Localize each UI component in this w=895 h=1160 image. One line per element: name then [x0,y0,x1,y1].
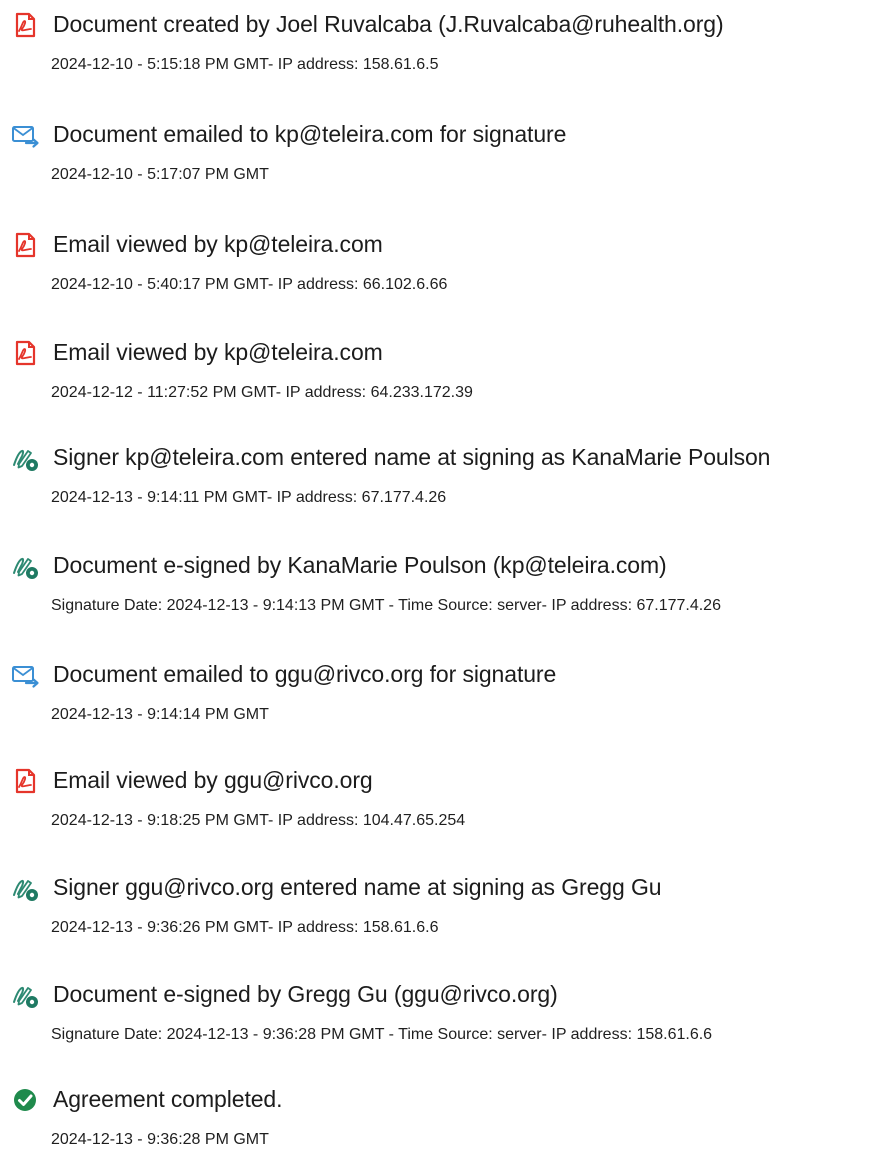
event-detail: 2024-12-13 - 9:36:28 PM GMT [51,1131,269,1148]
signature-pen-icon [10,980,40,1010]
audit-event-emailed [0,655,895,735]
audit-event-email-viewed [0,225,895,305]
email-sent-icon [10,660,40,690]
pdf-document-icon [10,230,40,260]
event-title: Agreement completed. [53,1086,283,1112]
signature-pen-icon [10,551,40,581]
signature-pen-icon [10,873,40,903]
audit-event-document-created [0,5,895,85]
check-circle-icon [10,1085,40,1115]
audit-event-e-signed [0,546,895,626]
audit-event-signer-name [0,438,895,518]
audit-event-e-signed [0,975,895,1055]
audit-event-email-viewed [0,333,895,413]
event-title: Document created by Joel Ruvalcaba (J.Ruvalcaba@ruhealth.org) [53,11,724,37]
event-title: Document emailed to ggu@rivco.org for signature [53,661,557,687]
event-title: Email viewed by kp@teleira.com [53,231,383,257]
pdf-document-icon [10,338,40,368]
event-detail: 2024-12-13 - 9:14:11 PM GMT- IP address: 67.177.4.26 [51,489,447,506]
event-detail: 2024-12-13 - 9:36:26 PM GMT- IP address: 158.61.6.6 [51,919,439,936]
event-detail: 2024-12-10 - 5:40:17 PM GMT- IP address: 66.102.6.66 [51,276,448,293]
email-sent-icon [10,120,40,150]
event-title: Document e-signed by Gregg Gu (ggu@rivco.org) [53,981,558,1007]
event-detail: 2024-12-12 - 11:27:52 PM GMT- IP address: 64.233.172.39 [51,384,473,401]
audit-event-emailed [0,115,895,195]
event-title: Signer ggu@rivco.org entered name at signing as Gregg Gu [53,874,662,900]
event-detail: Signature Date: 2024-12-13 - 9:14:13 PM GMT - Time Source: server- IP address: 67.177.4.26 [51,597,721,614]
event-detail: 2024-12-13 - 9:18:25 PM GMT- IP address: 104.47.65.254 [51,812,466,829]
event-title: Email viewed by kp@teleira.com [53,339,383,365]
pdf-document-icon [10,10,40,40]
audit-event-agreement-completed [0,1080,895,1160]
event-title: Signer kp@teleira.com entered name at signing as KanaMarie Poulson [53,444,771,470]
audit-event-signer-name [0,868,895,948]
event-detail: Signature Date: 2024-12-13 - 9:36:28 PM GMT - Time Source: server- IP address: 158.61.6.6 [51,1026,713,1043]
signature-pen-icon [10,443,40,473]
pdf-document-icon [10,766,40,796]
event-detail: 2024-12-10 - 5:17:07 PM GMT [51,166,269,183]
audit-event-email-viewed [0,761,895,841]
event-detail: 2024-12-13 - 9:14:14 PM GMT [51,706,269,723]
event-detail: 2024-12-10 - 5:15:18 PM GMT- IP address: 158.61.6.5 [51,56,439,73]
event-title: Document emailed to kp@teleira.com for signature [53,121,567,147]
event-title: Email viewed by ggu@rivco.org [53,767,373,793]
event-title: Document e-signed by KanaMarie Poulson (kp@teleira.com) [53,552,667,578]
